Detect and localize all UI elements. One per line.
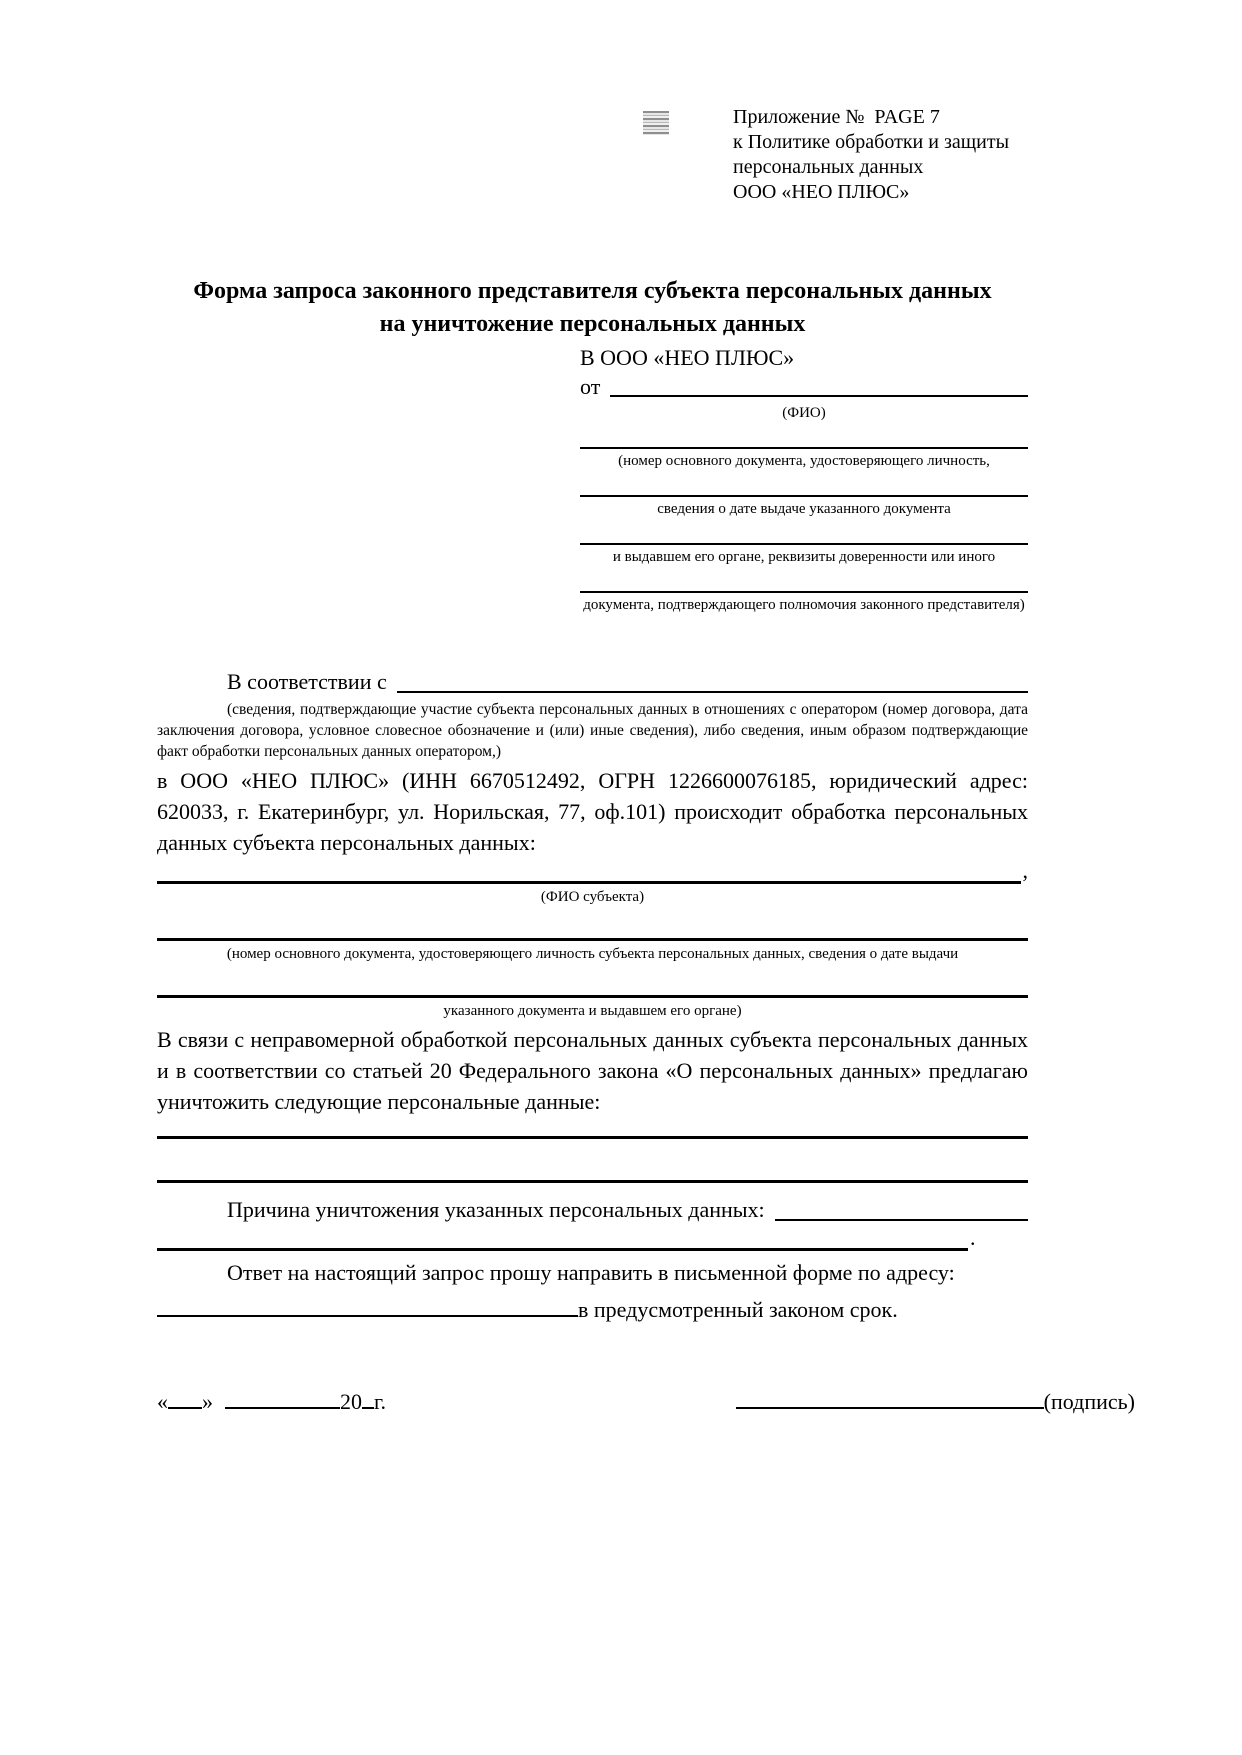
from-label: от [580,374,601,399]
year-suffix: г. [374,1389,387,1414]
addressee-from-row [580,372,1028,401]
date-quote-open: « [157,1389,168,1414]
response-request-text: Ответ на настоящий запрос прошу направить в письменной форме по адресу: [227,1260,955,1285]
response-address-blank-line [157,1315,578,1317]
appendix-number-line: Приложение № PAGE 7 [733,106,940,128]
subject-fio-row [157,858,1028,884]
policy-reference-line: к Политике обработки и защиты [733,131,1010,153]
issue-date-blank-line [580,471,1028,497]
appendix-header-block [733,105,1009,205]
data-to-destroy-blank-line-2 [157,1139,1028,1183]
signature-blank-line [736,1407,1044,1409]
issue-date-caption: сведения о дате выдаче указанного документа [657,501,951,517]
signature-group [736,1387,1135,1417]
subject-fio-blank-line [157,866,1021,884]
reason-label: Причина уничтожения указанных персональных данных: [227,1197,765,1222]
data-to-destroy-blank-line-1 [157,1117,1028,1139]
day-blank-line [168,1407,202,1409]
date-signature-row [157,1387,1135,1417]
accordance-note: (сведения, подтверждающие участие субъекта персональных данных в отношениях с оператором (номер договора, дата заключения договора, условное словесное обозначение и (или) иные сведения), либо сведения, иным образом подтверждающие факт обработки персональных данных оператором,) [157,701,1028,760]
representative-authority-caption: документа, подтверждающего полномочия законного представителя) [583,597,1025,613]
year-prefix: 20 [340,1389,362,1414]
title-line-1: Форма запроса законного представителя субъекта персональных данных [193,278,992,304]
issuing-authority-blank-line [580,519,1028,545]
reason-blank-line [775,1219,1028,1221]
date-group [157,1387,386,1417]
month-blank-line [225,1407,340,1409]
accordance-label: В соответствии с [227,669,387,694]
subject-document-caption: (номер основного документа, удостоверяющего личность субъекта персональных данных, сведения о дате выдачи [226,946,959,962]
subject-fio-line-comma: , [1022,858,1028,883]
reason-row [157,1195,1028,1225]
addressee-to: В ООО «НЕО ПЛЮС» [580,345,795,370]
document-header [157,105,1028,205]
reason-continuation-blank-line [157,1237,968,1251]
subject-fio-caption: (ФИО субъекта) [540,889,645,905]
response-address-row [157,1294,1028,1325]
accordance-row [157,667,1028,697]
policy-reference-line2: персональных данных [733,156,924,178]
year-blank-line [362,1407,374,1409]
signature-caption: (подпись) [1043,1389,1135,1414]
reason-line-period: . [970,1225,976,1250]
fio-blank-line [610,395,1028,397]
document-number-caption: (номер основного документа, удостоверяющего личность, [618,453,990,469]
subject-document-blank-line [157,907,1028,941]
date-quote-close: » [202,1389,213,1414]
destroy-request-paragraph: В связи с неправомерной обработкой персональных данных субъекта персональных данных и в соответствии со статьей 20 Федерального закона «О персональных данных» предлагаю уничтожить следующие персональные данные: [157,1027,1028,1114]
representative-authority-blank-line [580,567,1028,593]
addressee-block [580,343,1028,615]
document-title [157,275,1028,341]
subject-authority-caption: указанного документа и выдавшем его органе) [443,1003,742,1019]
response-term-text: в предусмотренный законом срок. [578,1297,898,1322]
response-request-row [157,1257,1028,1288]
embedded-image-placeholder-icon [643,111,669,135]
reason-continuation-row [157,1225,1028,1251]
document-number-blank-line [580,423,1028,449]
issuing-authority-caption: и выдавшем его органе, реквизиты доверенности или иного [612,549,996,565]
title-line-2: на уничтожение персональных данных [379,311,806,337]
operator-paragraph: в ООО «НЕО ПЛЮС» (ИНН 6670512492, ОГРН 1226600076185, юридический адрес: 620033, г. Екатеринбург, ул. Норильская, 77, оф.101) происходит обработка персональных данных субъекта персональных данных: [157,768,1028,855]
company-name-line: ООО «НЕО ПЛЮС» [733,181,910,203]
fio-caption: (ФИО) [782,405,826,421]
subject-authority-blank-line [157,964,1028,998]
accordance-blank-line [397,691,1028,693]
